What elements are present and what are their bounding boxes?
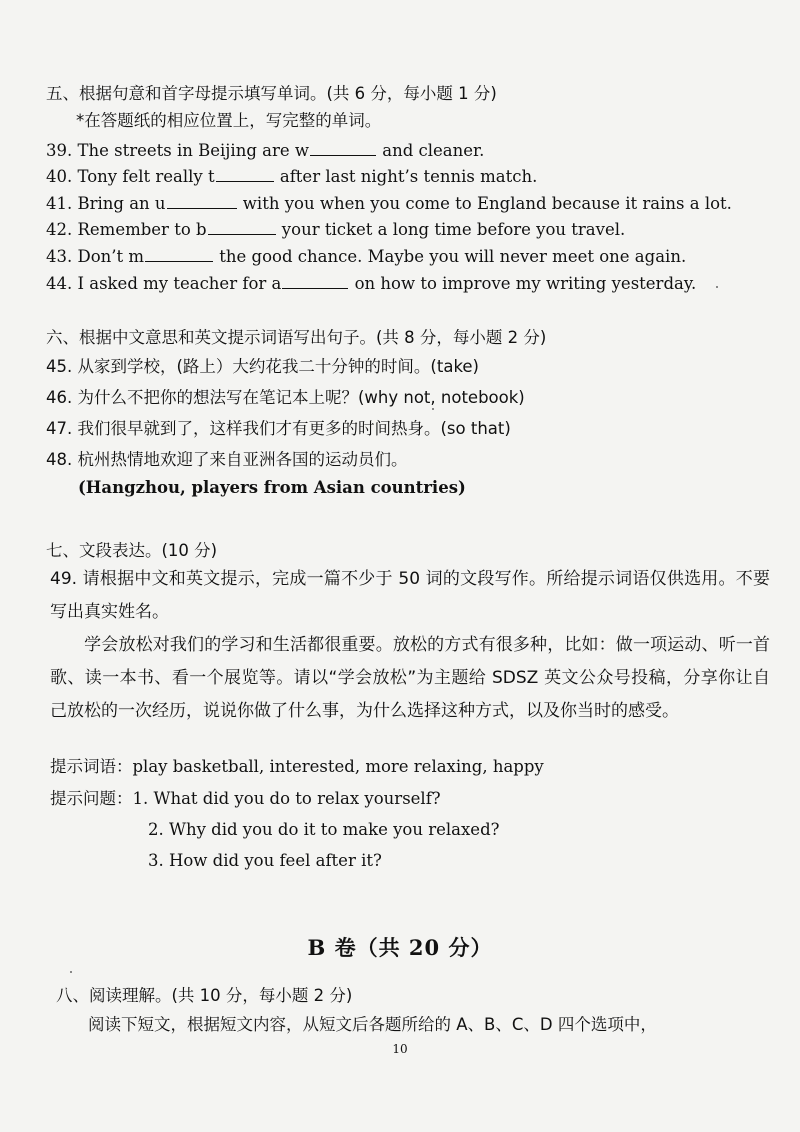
section7-title: 七、文段表达。(10 分) <box>46 541 218 560</box>
question-40 <box>46 165 537 188</box>
answer-blank-40[interactable] <box>216 165 274 182</box>
question-49-task: 49. 请根据中文和英文提示，完成一篇不少于 50 词的文段写作。所给提示词语仅供选用。不要写出真实姓名。 <box>50 569 770 622</box>
question-39-tail: and cleaner. <box>377 141 485 160</box>
question-48: 48. 杭州热情地欢迎了来自亚洲各国的运动员们。 <box>46 450 408 469</box>
question-39-text: 39. The streets in Beijing are w <box>46 141 309 160</box>
hint-questions-label: 提示问题： <box>50 789 133 808</box>
scan-speck <box>70 971 72 973</box>
question-43 <box>46 245 686 268</box>
question-42-text: 42. Remember to b <box>46 220 207 239</box>
section6-title: 六、根据中文意思和英文提示词语写出句子。(共 8 分，每小题 2 分) <box>46 328 547 347</box>
hint-words-text: play basketball, interested, more relaxing, happy <box>132 757 544 776</box>
question-48-hint: (Hangzhou, players from Asian countries) <box>78 478 466 497</box>
question-42-tail: your ticket a long time before you travel. <box>276 220 626 239</box>
question-45: 45. 从家到学校，(路上）大约花我二十分钟的时间。(take) <box>46 357 479 376</box>
writing-prompt <box>50 629 770 728</box>
writing-prompt-text: 学会放松对我们的学习和生活都很重要。放松的方式有很多种，比如：做一项运动、听一首歌、读一本书、看一个展览等。请以“学会放松”为主题给 SDSZ 英文公众号投稿，分享你让自己放松的一次经历，说说你做了什么事，为什么选择这种方式，以及你当时的感受。 <box>50 635 770 721</box>
question-40-text: 40. Tony felt really t <box>46 167 215 186</box>
question-44 <box>46 272 696 295</box>
answer-blank-39[interactable] <box>310 139 376 156</box>
answer-blank-44[interactable] <box>282 272 348 289</box>
question-42 <box>46 218 625 241</box>
question-47: 47. 我们很早就到了，这样我们才有更多的时间热身。(so that) <box>46 419 511 438</box>
section5-title: 五、根据句意和首字母提示填写单词。(共 6 分，每小题 1 分) <box>46 84 497 103</box>
question-41 <box>46 192 732 215</box>
answer-blank-42[interactable] <box>208 218 276 235</box>
question-41-text: 41. Bring an u <box>46 194 166 213</box>
page-number: 10 <box>392 1042 408 1056</box>
question-43-text: 43. Don’t m <box>46 247 145 266</box>
question-44-text: 44. I asked my teacher for a <box>46 274 282 293</box>
part-b-title: B 卷（共 20 分） <box>307 935 493 960</box>
hint-question-1-text: 1. What did you do to relax yourself? <box>132 789 441 808</box>
answer-blank-43[interactable] <box>145 245 213 262</box>
question-46: 46. 为什么不把你的想法写在笔记本上呢？(why not, notebook) <box>46 388 525 407</box>
question-39 <box>46 139 484 162</box>
scan-speck <box>432 408 434 410</box>
section5-note: *在答题纸的相应位置上，写完整的单词。 <box>76 111 382 130</box>
question-41-tail: with you when you come to England because it rains a lot. <box>237 194 732 213</box>
question-43-tail: the good chance. Maybe you will never meet one again. <box>214 247 687 266</box>
section8-instruction: 阅读下短文，根据短文内容，从短文后各题所给的 A、B、C、D 四个选项中， <box>88 1015 657 1034</box>
hint-question-1 <box>50 788 441 810</box>
question-44-tail: on how to improve my writing yesterday. <box>349 274 697 293</box>
hint-words-label: 提示词语： <box>50 757 133 776</box>
scan-speck <box>716 286 718 288</box>
question-40-tail: after last night’s tennis match. <box>274 167 538 186</box>
hint-question-3: 3. How did you feel after it? <box>148 851 382 870</box>
hint-question-2: 2. Why did you do it to make you relaxed? <box>148 820 500 839</box>
section8-title: 八、阅读理解。(共 10 分，每小题 2 分) <box>56 986 353 1005</box>
hint-words <box>50 756 544 778</box>
answer-blank-41[interactable] <box>167 192 237 209</box>
